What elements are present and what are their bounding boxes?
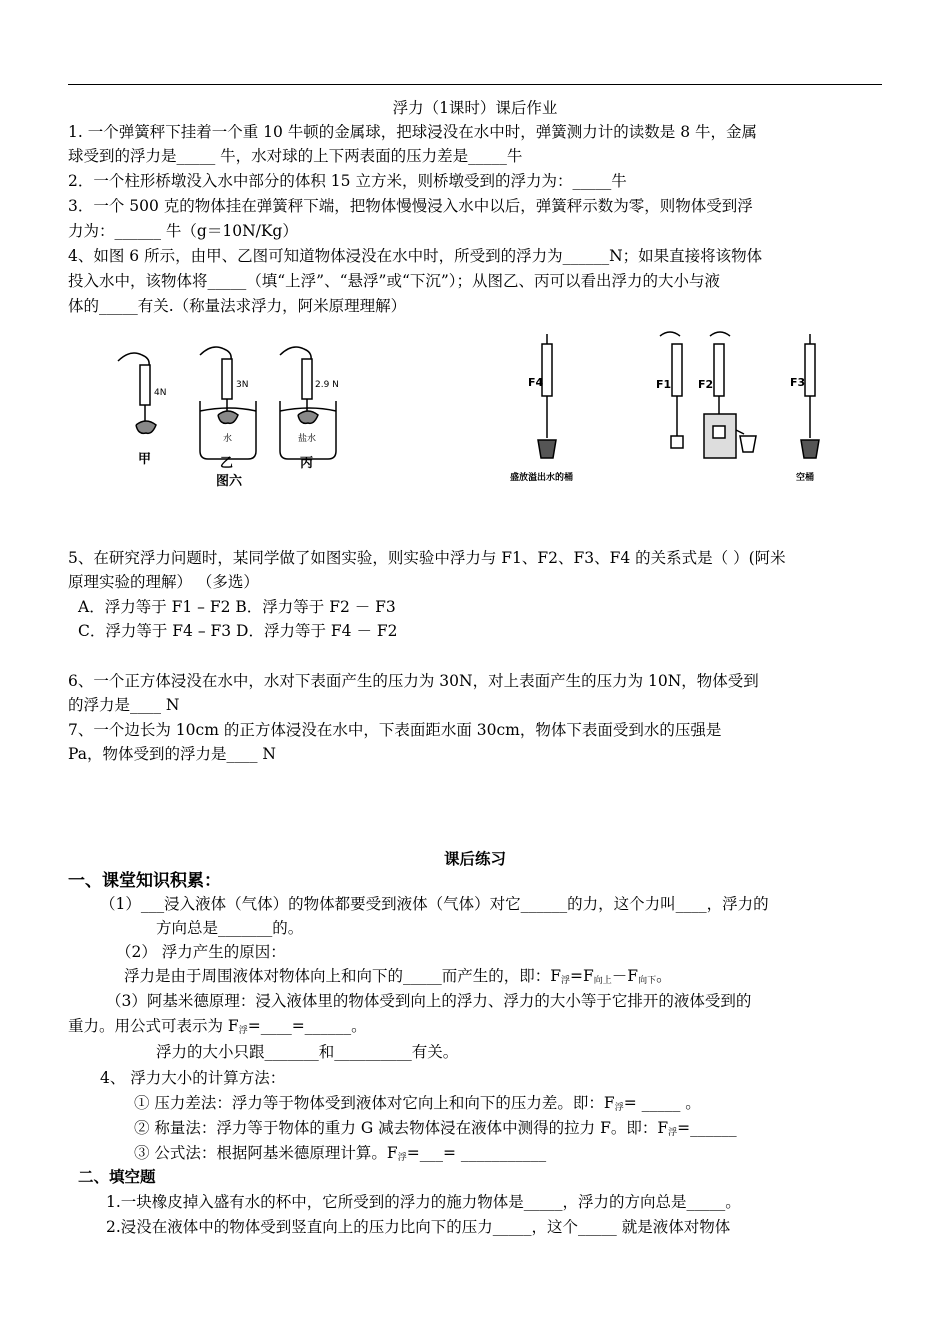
part2-q1: 1.一块橡皮掉入盛有水的杯中，它所受到的浮力的施力物体是_____，浮力的方向总是_____。 (106, 1193, 741, 1211)
section-title: 课后练习 (443, 849, 506, 868)
figure-archimedes (500, 330, 840, 488)
figA-empty-bucket-label: 空桶 (796, 473, 815, 483)
part1-l1: （1）___浸入液体（气体）的物体都要受到液体（气体）对它______的力，这个力叫____，浮力的 (100, 895, 769, 913)
fig6-2-9n: 2.9 N (315, 380, 339, 390)
q5-options-ab: A．浮力等于 F1 – F2 B．浮力等于 F2 － F3 (78, 598, 396, 616)
figA-bucket-label: 盛放溢出水的桶 (510, 473, 574, 483)
part1-l11: ③ 公式法：根据阿基米德原理计算。$F_浮=\_\_\_=$ ___________ (134, 1144, 547, 1163)
fig6-label-yi: 乙 (220, 456, 234, 471)
part1-l6: 重力。用公式可表示为 $F_浮=\_\_\_\_=\_\_\_\_\_\_$。 (68, 1017, 367, 1036)
part2-q2: 2.浸没在液体中的物体受到竖直向上的压力比向下的压力_____，这个_____ 就是液体对物体 (106, 1218, 731, 1236)
figA-f3: F3 (790, 376, 806, 389)
page-title: 浮力（1课时）课后作业 (392, 99, 558, 117)
part1-l4: 浮力是由于周围液体对物体向上和向下的_____而产生的，即：$F_浮=F_{向上}-F_{向下}$。 (124, 967, 672, 986)
header-rule (68, 84, 882, 85)
q4-line2: 投入水中，该物体将_____（填“上浮”、“悬浮”或“下沉”）；从图乙、丙可以看出浮力的大小与液 (68, 272, 721, 290)
q3-line1: 3．一个 500 克的物体挂在弹簧秤下端，把物体慢慢浸入水中以后，弹簧秤示数为零，则物体受到浮 (68, 197, 753, 215)
q5-line1: 5、在研究浮力问题时，某同学做了如图实验，则实验中浮力与 F1、F2、F3、F4 的关系式是（ ）(阿米 (68, 549, 786, 567)
fig6-4n: 4N (154, 388, 167, 398)
part1-l10: ② 称量法：浮力等于物体的重力 G 减去物体浸在液体中测得的拉力 F。即：$F_浮=\_\_\_\_\_\_$ (134, 1119, 737, 1138)
q5-options-cd: C．浮力等于 F4 – F3 D．浮力等于 F4 － F2 (78, 622, 398, 640)
part1-l5: （3）阿基米德原理：浸入液体里的物体受到向上的浮力、浮力的大小等于它排开的液体受到的 (106, 992, 752, 1010)
q6-line2: 的浮力是____ N (68, 696, 180, 714)
q4-line1: 4、如图 6 所示，由甲、乙图可知道物体浸没在水中时，所受到的浮力为______N；如果直接将该物体 (68, 247, 763, 265)
q3-line2: 力为：______ 牛（g＝10N/Kg） (68, 222, 298, 240)
fig6-label-bing: 丙 (300, 456, 314, 471)
q1-line2: 球受到的浮力是_____ 牛，水对球的上下两表面的压力差是_____牛 (68, 147, 523, 165)
q7-line1: 7、一个边长为 10cm 的正方体浸没在水中，下表面距水面 30cm，物体下表面受到水的压强是 (68, 721, 722, 739)
fig6-caption: 图六 (216, 474, 243, 489)
part1-l3: （2） 浮力产生的原因： (116, 943, 286, 961)
part1-l7: 浮力的大小只跟_______和__________有关。 (156, 1043, 459, 1061)
fig6-saltwater: 盐水 (298, 434, 317, 444)
fig6-label-jia: 甲 (138, 452, 152, 467)
part1-l9: ① 压力差法：浮力等于物体受到液体对它向上和向下的压力差。即：$F_浮=$ _____ 。 (134, 1094, 701, 1113)
figA-f4: F4 (528, 376, 544, 389)
q5-line2: 原理实验的理解） （多选） (68, 573, 259, 591)
figure-six (108, 343, 364, 493)
figA-f1: F1 (656, 378, 672, 391)
figA-f2: F2 (698, 378, 714, 391)
fig6-water: 水 (223, 434, 233, 444)
q4-line3: 体的_____有关.（称量法求浮力，阿米原理理解） (68, 297, 407, 315)
q7-line2: Pa，物体受到的浮力是____ N (68, 745, 276, 763)
q1-line1: 1. 一个弹簧秤下挂着一个重 10 牛顿的金属球，把球浸没在水中时，弹簧测力计的读数是 8 牛，金属 (68, 123, 758, 141)
q2-line: 2．一个柱形桥墩没入水中部分的体积 15 立方米，则桥墩受到的浮力为：_____牛 (68, 172, 627, 190)
part1-heading: 一、课堂知识积累： (68, 871, 221, 891)
part2-heading: 二、填空题 (78, 1167, 156, 1186)
part1-l2: 方向总是_______的。 (156, 919, 304, 937)
part1-l8: 4、 浮力大小的计算方法： (100, 1069, 286, 1087)
q6-line1: 6、一个正方体浸没在水中，水对下表面产生的压力为 30N，对上表面产生的压力为 10N，物体受到 (68, 672, 759, 690)
fig6-3n: 3N (236, 380, 249, 390)
